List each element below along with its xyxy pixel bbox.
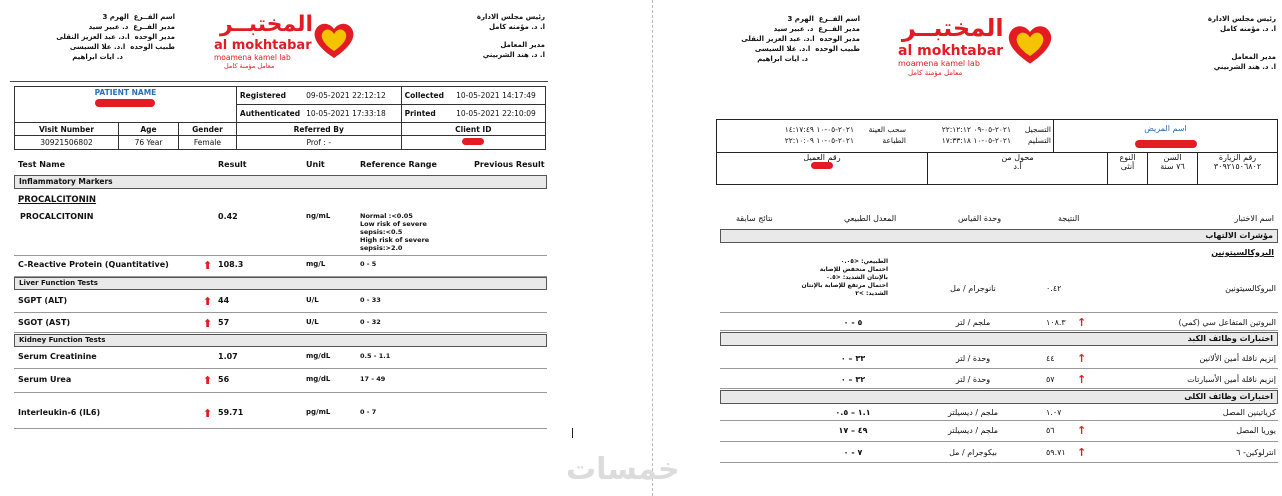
unit-doctor-value: ا.د. علا السيسى <box>754 45 811 53</box>
row-divider <box>720 441 1278 442</box>
page-gap <box>560 0 652 496</box>
heart-logo-icon <box>1006 22 1054 66</box>
row-divider <box>14 312 547 313</box>
patient-name-redaction <box>1135 140 1197 148</box>
referred-by-label: Referred By <box>236 123 401 136</box>
lab-manager-value: ا. د. هند الشربيني <box>482 51 545 59</box>
chairman-value: ا. د. مؤمنه كامل <box>1219 25 1276 33</box>
authenticated-value: 10-05-2021 17:33:18 <box>303 105 401 123</box>
logo-arabic-text: المختبــر <box>220 12 314 37</box>
test-unit: ng/mL <box>306 212 331 220</box>
test-result: ١.٠٧ <box>1046 408 1062 417</box>
test-name: كرياتينين المصل <box>1222 408 1276 417</box>
high-arrow-icon: ↑ <box>1077 373 1087 386</box>
collected-value: 10-05-2021 14:17:49 <box>453 87 545 105</box>
test-result: ١٠٨.٣ <box>1046 318 1066 327</box>
test-name: SGOT (AST) <box>18 318 71 327</box>
dates-block-ar <box>721 124 1051 146</box>
test-result: ٤٤ <box>1046 354 1055 363</box>
high-arrow-icon: ↑ <box>1077 446 1087 459</box>
logo-subtitle-arabic: معامل مؤمنة كامل <box>908 69 963 77</box>
test-unit: mg/dL <box>306 375 331 383</box>
test-result: 0.42 <box>218 212 238 221</box>
test-reference: ٤٩ – ١٧ <box>838 426 868 435</box>
extra-doctor: د. ايات ابراهيم <box>72 53 123 61</box>
high-arrow-icon: ↑ <box>1077 352 1087 365</box>
test-name: Serum Urea <box>18 375 72 384</box>
row-divider <box>14 255 547 256</box>
test-unit: ملجم / لتر <box>955 318 991 327</box>
client-id-redaction <box>811 162 833 169</box>
collected-label: Collected <box>401 87 453 105</box>
test-name: PROCALCITONIN <box>20 212 94 221</box>
unit-manager-value: ا.د. عبد العزيز النقلى <box>741 35 815 43</box>
test-result: ٠.٤٢ <box>1046 284 1062 293</box>
patient-name-label: اسم المريض <box>1144 124 1187 133</box>
client-id-redaction <box>462 138 484 145</box>
test-name: البروتين المتفاعل سي (كمي) <box>1178 318 1276 327</box>
extra-doctor: د. ايات ابراهيم <box>757 55 808 63</box>
row-divider <box>720 462 1278 463</box>
column-result: النتيجة <box>1058 214 1080 223</box>
column-result: Result <box>218 160 247 169</box>
procalcitonin-heading: PROCALCITONIN <box>18 195 97 205</box>
test-unit: نانوجرام / مل <box>950 284 996 293</box>
section-liver-function: اختبارات وظائف الكبد <box>720 332 1278 346</box>
delivered-value: ٢٠٢١-٠٥-١٠ ١٧:٣٣:١٨ <box>941 136 1011 145</box>
lab-manager-value: ا. د. هند الشربيني <box>1213 63 1276 71</box>
client-id-label: رقم العميل <box>803 153 841 162</box>
patient-name-label: PATIENT NAME <box>94 88 157 97</box>
test-result: 57 <box>218 318 230 327</box>
column-previous-result: Previous Result <box>474 160 545 169</box>
test-name: يوريا المصل <box>1236 426 1276 435</box>
unit-doctor-value: ا.د. علا السيسى <box>69 43 126 51</box>
test-reference: 0.5 - 1.1 <box>360 352 391 360</box>
branch-label: اسم الفــرع <box>818 15 860 23</box>
cursor-mark <box>572 428 573 438</box>
test-reference: ١.١ – ٠.٥ <box>835 408 871 417</box>
unit-manager-label: مدير الوحده <box>819 35 860 43</box>
branch-info-block-ar <box>710 14 860 64</box>
column-previous-result: نتائج سابقة <box>736 214 773 223</box>
test-reference: الطبيعي: <٠.٠٥ احتمال منخفض للإصابة بالإنتان الشديد: <٠.٥ احتمال مرتفع للإصابة بالإنتان الشديد: >٢ <box>801 258 888 297</box>
collected-value: ٢٠٢١-٠٥-١٠ ١٤:١٧:٤٩ <box>784 125 854 134</box>
chairman-label: رئيس مجلس الادارة <box>476 13 545 21</box>
high-arrow-icon: ⬆ <box>203 259 213 272</box>
test-reference: Normal :<0.05 Low risk of severe sepsis:<0.5 High risk of severe sepsis:>2.0 <box>360 212 430 252</box>
unit-doctor-label: طبيب الوحده <box>130 43 175 51</box>
printed-value: 10-05-2021 22:10:09 <box>453 105 545 123</box>
gender-label: النوع <box>1119 153 1136 162</box>
test-reference: 17 - 49 <box>360 375 386 383</box>
branch-value: الهرم 3 <box>102 13 129 21</box>
left-report-page <box>0 0 560 496</box>
test-reference: ٣٢ – ٠ <box>840 375 866 384</box>
section-inflammatory-markers: مؤشرات الالتهاب <box>720 229 1278 243</box>
column-test-name: Test Name <box>18 160 66 169</box>
delivered-label: التسليم <box>1027 136 1051 145</box>
client-id-label: Client ID <box>401 123 545 136</box>
test-unit: mg/dL <box>306 352 331 360</box>
gender-value: Female <box>179 136 237 150</box>
printed-label: الطباعة <box>882 136 906 145</box>
row-divider <box>14 392 547 393</box>
test-result: 56 <box>218 375 230 384</box>
test-unit: وحدة / لتر <box>955 354 991 363</box>
test-unit: U/L <box>306 296 319 304</box>
right-report-page <box>658 0 1282 496</box>
test-result: ٥٦ <box>1046 426 1055 435</box>
visit-number-label: رقم الزيارة <box>1218 153 1257 162</box>
visit-number-value: ٣٠٩٢١٥٠٦٨٠٢ <box>1213 162 1262 171</box>
test-result: ٥٩.٧١ <box>1046 448 1066 457</box>
registered-label: Registered <box>236 87 303 105</box>
unit-manager-value: ا.د. عبد العزيز النقلى <box>56 33 130 41</box>
registered-value: 09-05-2021 22:12:12 <box>303 87 401 105</box>
test-name: C-Reactive Protein (Quantitative) <box>18 260 169 269</box>
logo-subtitle-arabic: معامل مؤمنة كامل <box>224 62 275 70</box>
heart-logo-icon <box>312 20 356 60</box>
branch-manager-label: مدير الفــرع <box>133 23 175 31</box>
authenticated-label: Authenticated <box>236 105 303 123</box>
logo-english-text: al mokhtabar <box>898 43 1004 59</box>
row-divider <box>720 312 1278 313</box>
test-result: 59.71 <box>218 408 244 417</box>
branch-manager-label: مدير الفــرع <box>818 25 860 33</box>
printed-value: ٢٠٢١-٠٥-١٠ ٢٢:١٠:٠٩ <box>784 136 854 145</box>
procalcitonin-heading: البروكالسيتونين <box>1211 248 1274 257</box>
age-value: ٧٦ سنة <box>1160 162 1185 171</box>
patient-info-table <box>14 86 546 150</box>
test-reference: 0 - 32 <box>360 318 381 326</box>
test-name: Serum Creatinine <box>18 352 97 361</box>
printed-label: Printed <box>401 105 453 123</box>
test-reference: ٣٣ – ٠ <box>840 354 866 363</box>
watermark-text: خمسات <box>566 452 680 487</box>
age-value: 76 Year <box>119 136 179 150</box>
test-name: إنزيم ناقلة أمين الألانين <box>1199 354 1276 363</box>
lab-logo <box>212 14 362 70</box>
test-unit: وحدة / لتر <box>955 375 991 384</box>
column-reference-range: Reference Range <box>360 160 437 169</box>
visit-number-label: Visit Number <box>15 123 119 136</box>
visit-number-value: 30921506802 <box>15 136 119 150</box>
test-name: إنزيم ناقلة أمين الأسبارتات <box>1187 375 1276 384</box>
logo-arabic-text: المختبــر <box>902 14 1004 42</box>
test-result: 108.3 <box>218 260 244 269</box>
registered-value: ٢٠٢١-٠٥-٠٩ ٢٢:١٢:١٢ <box>941 125 1011 134</box>
chairman-label: رئيس مجلس الادارة <box>1207 15 1276 23</box>
test-reference: 0 - 33 <box>360 296 381 304</box>
test-unit: ملجم / ديسيلتر <box>947 408 999 417</box>
referred-by-value: Prof : - <box>236 136 401 150</box>
row-divider <box>720 330 1278 331</box>
management-block <box>420 12 545 60</box>
patient-name-cell-ar <box>1053 120 1277 152</box>
age-label: السن <box>1163 153 1182 162</box>
test-reference: ٧ - ٠ <box>843 448 863 457</box>
test-unit: mg/L <box>306 260 326 268</box>
section-kidney-function: Kidney Function Tests <box>14 334 547 347</box>
collected-label: سحب العينة <box>868 125 906 134</box>
age-label: Age <box>119 123 179 136</box>
test-reference: 0 - 7 <box>360 408 377 416</box>
high-arrow-icon: ⬆ <box>203 295 213 308</box>
section-inflammatory-markers: Inflammatory Markers <box>14 175 547 189</box>
row-divider <box>720 388 1278 389</box>
branch-value: الهرم 3 <box>787 15 814 23</box>
lab-manager-label: مدير المعامل <box>500 41 545 49</box>
high-arrow-icon: ⬆ <box>203 407 213 420</box>
test-name: البروكالسيتونين <box>1225 284 1276 293</box>
row-divider <box>14 368 547 369</box>
test-unit: ملجم / ديسيلتر <box>947 426 999 435</box>
high-arrow-icon: ⬆ <box>203 374 213 387</box>
logo-english-text: al mokhtabar <box>214 38 312 53</box>
section-kidney-function: اختبارات وظائف الكلى <box>720 390 1278 404</box>
test-name: Interleukin-6 (IL6) <box>18 408 101 417</box>
gender-label: Gender <box>179 123 237 136</box>
referred-by-value: أ.د <box>1013 162 1022 171</box>
test-name: انترلوكين- ٦ <box>1236 448 1276 457</box>
lab-logo-ar-page <box>898 16 1058 78</box>
management-block-ar <box>1148 14 1276 72</box>
lab-manager-label: مدير المعامل <box>1231 53 1276 61</box>
logo-subtitle: moamena kamel lab <box>898 59 980 68</box>
high-arrow-icon: ⬆ <box>203 317 213 330</box>
section-liver-function: Liver Function Tests <box>14 277 547 290</box>
test-reference: 0 - 5 <box>360 260 377 268</box>
unit-manager-label: مدير الوحده <box>134 33 175 41</box>
registered-label: التسجيل <box>1024 125 1051 134</box>
referred-by-label: محول من <box>1001 153 1034 162</box>
row-divider <box>14 428 547 429</box>
row-divider <box>720 368 1278 369</box>
test-unit: U/L <box>306 318 319 326</box>
branch-label: اسم الفــرع <box>133 13 175 21</box>
patient-info-box-ar <box>716 119 1278 185</box>
chairman-value: ا. د. مؤمنه كامل <box>488 23 545 31</box>
branch-manager-value: د. عبير سيد <box>773 25 814 33</box>
row-divider <box>14 332 547 333</box>
logo-subtitle: moamena kamel lab <box>214 53 291 62</box>
column-unit: وحدة القياس <box>958 214 1002 223</box>
branch-info-block <box>30 12 175 62</box>
unit-doctor-label: طبيب الوحده <box>815 45 860 53</box>
gender-value: أنثى <box>1120 162 1135 171</box>
high-arrow-icon: ↑ <box>1077 424 1087 437</box>
test-unit: بيكوجرام / مل <box>949 448 997 457</box>
test-result: ٥٧ <box>1046 375 1055 384</box>
column-unit: Unit <box>306 160 325 169</box>
high-arrow-icon: ↑ <box>1077 316 1087 329</box>
row-divider <box>720 420 1278 421</box>
column-reference-range: المعدل الطبيعي <box>844 214 897 223</box>
test-result: 44 <box>218 296 230 305</box>
patient-name-redaction <box>95 99 155 107</box>
branch-manager-value: د. عبير سيد <box>88 23 129 31</box>
test-reference: ٥ - ٠ <box>843 318 863 327</box>
page-separator-line <box>652 0 653 496</box>
header-divider <box>10 81 548 82</box>
test-result: 1.07 <box>218 352 238 361</box>
column-test-name: اسم الاختبار <box>1234 214 1274 223</box>
info-bottom-row-ar <box>717 153 1277 184</box>
test-unit: pg/mL <box>306 408 331 416</box>
test-name: SGPT (ALT) <box>18 296 68 305</box>
